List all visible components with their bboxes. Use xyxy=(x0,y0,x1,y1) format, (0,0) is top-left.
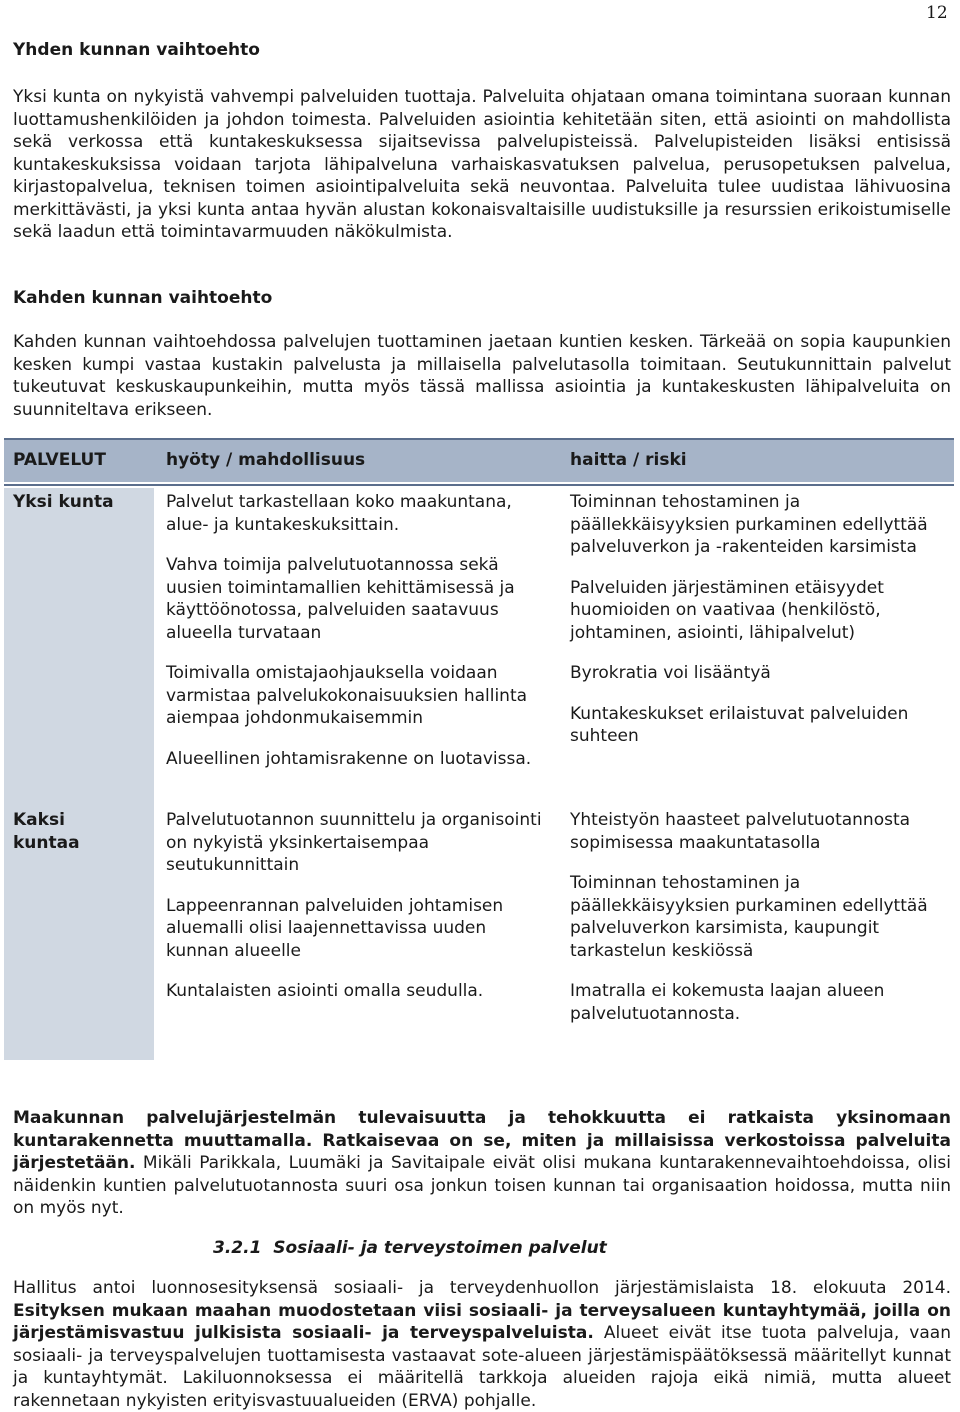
risk-item: Kuntakeskukset erilaistuvat palveluiden suhteen xyxy=(570,703,909,746)
final-text-1: Hallitus antoi luonnosesityksensä sosiaali- ja terveydenhuollon järjestämislaista 18. elokuuta 2014. xyxy=(13,1278,951,1298)
benefits-two-municipalities xyxy=(166,809,554,1003)
table-header-services: PALVELUT xyxy=(13,450,106,470)
subsection-number: 3.2.1 xyxy=(213,1238,262,1258)
benefit-item: Palvelut tarkastellaan koko maakuntana, alue- ja kuntakeskuksittain. xyxy=(166,492,512,535)
benefits-one-municipality xyxy=(166,491,554,770)
conclusion-paragraph xyxy=(13,1107,951,1220)
benefit-item: Palvelutuotannon suunnittelu ja organisointi on nykyistä yksinkertaisempaa seutukunnittain xyxy=(166,810,542,875)
risk-item: Toiminnan tehostaminen ja päällekkäisyyksien purkaminen edellyttää palveluverkon karsimista, kaupungit tarkastelun keskiössä xyxy=(570,873,928,961)
risks-two-municipalities xyxy=(570,809,948,1025)
risk-item: Toiminnan tehostaminen ja päällekkäisyyksien purkaminen edellyttää palveluverkon ja -rakenteiden karsimista xyxy=(570,492,928,557)
table-header-row xyxy=(4,438,954,482)
section-text-one-municipality: Yksi kunta on nykyistä vahvempi palveluiden tuottaja. Palveluita ohjataan omana toimintana suoraan kunnan luottamushenkilöiden ja johdon toimesta. Palveluiden asiointia kehitetään siten, että asiointi on mahdollista sekä verkossa että kuntakeskuksessa sijaitsevissa palvelupisteissä. Palvelupisteiden lisäksi entisissä kuntakeskuksissa voidaan tarjota lähipalveluna varhaiskasvatuksen palvelua, perusopetuksen palvelua, kirjastopalvelua, teknisen toimen asiointipalveluita sekä neuvontaa. Palveluita tulee uudistaa lähivuosina merkittävästi, ja yksi kunta antaa hyvän alustan kokonaisvaltaisille uudistuksille ja resurssien erikoistumiselle sekä laadun että toimintavarmuuden näkökulmista. xyxy=(13,87,951,242)
row-label-two-municipalities: Kaksi kuntaa xyxy=(13,810,80,853)
subsection-heading xyxy=(213,1237,607,1260)
benefit-item: Kuntalaisten asiointi omalla seudulla. xyxy=(166,981,484,1001)
final-paragraph xyxy=(13,1277,951,1412)
benefit-item: Alueellinen johtamisrakenne on luotavissa. xyxy=(166,748,532,769)
benefit-item: Vahva toimija palvelutuotannossa sekä uusien toimintamallien kehittämisessä ja käyttöönotossa, palveluiden saatavuus alueella turvataan xyxy=(166,555,515,643)
section-text-two-municipalities: Kahden kunnan vaihtoehdossa palvelujen tuottaminen jaetaan kuntien kesken. Tärkeää on sopia kaupunkien kesken kumpi vastaa kustakin palvelusta ja millaisella palvelutasolla toimitaan. Seutukunnittain palvelut tukeutuvat keskuskaupunkeihin, mutta myös tässä mallissa asiointia ja kuntakeskusten lähipalveluita on suunniteltava erikseen. xyxy=(13,332,951,420)
table-header-risk: haitta / riski xyxy=(570,450,687,470)
final-bold: Esityksen mukaan maahan muodostetaan viisi sosiaali- ja terveysalueen kuntayhtymää, joilla on järjestämisvastuu julkisista sosiaali- ja terveyspalveluista. xyxy=(13,1300,951,1343)
conclusion-text: Mikäli Parikkala, Luumäki ja Savitaipale eivät olisi mukana kuntarakennevaihtoehdoissa, olisi näidenkin kuntien palvelutuotannosta suuri osa jonkun toisen kunnan tai organisaation hoidossa, mutta niin on myös nyt. xyxy=(13,1153,951,1218)
benefit-item: Toimivalla omistajaohjauksella voidaan varmistaa palvelukokonaisuuksien hallinta aiempaa johdonmukaisemmin xyxy=(166,663,528,728)
row-label-one-municipality: Yksi kunta xyxy=(13,492,114,512)
section-heading-one-municipality: Yhden kunnan vaihtoehto xyxy=(13,40,260,60)
risk-item: Palveluiden järjestäminen etäisyydet huomioiden on vaativaa (henkilöstö, johtaminen, asiointi, lähipalvelut) xyxy=(570,577,884,643)
comparison-table xyxy=(4,438,954,1060)
risk-item: Imatralla ei kokemusta laajan alueen palvelutuotannosta. xyxy=(570,981,885,1024)
final-text-2: Alueet eivät itse tuota palveluja, vaan sosiaali- ja terveyspalvelujen tuottamisesta vastaavat sote-alueen järjestämispäätöksessä määritellyt kunnat ja kuntayhtymät. Lakiluonnoksessa ei määritellä tarkkoja alueiden rajoja eikä nimiä, mutta alueet rakennetaan nykyisten erityisvastuualueiden (ERVA) pohjalle. xyxy=(13,1323,951,1411)
table-header-benefit: hyöty / mahdollisuus xyxy=(166,450,366,470)
row-label-column xyxy=(4,488,154,1060)
subsection-title: Sosiaali- ja terveystoimen palvelut xyxy=(273,1238,607,1258)
risk-item: Byrokratia voi lisääntyä xyxy=(570,663,771,683)
benefit-item: Lappeenrannan palveluiden johtamisen aluemalli olisi laajennettavissa uuden kunnan alueelle xyxy=(166,895,504,961)
page-number: 12 xyxy=(926,3,948,23)
risks-one-municipality xyxy=(570,491,948,748)
conclusion-bold: Maakunnan palvelujärjestelmän tulevaisuutta ja tehokkuutta ei ratkaista yksinomaan kuntarakennetta muuttamalla. Ratkaisevaa on se, miten ja millaisissa verkostoissa palveluita järjestetään. xyxy=(13,1108,951,1173)
section-heading-two-municipalities: Kahden kunnan vaihtoehto xyxy=(13,288,273,308)
risk-item: Yhteistyön haasteet palvelutuotannosta sopimisessa maakuntatasolla xyxy=(570,810,911,853)
